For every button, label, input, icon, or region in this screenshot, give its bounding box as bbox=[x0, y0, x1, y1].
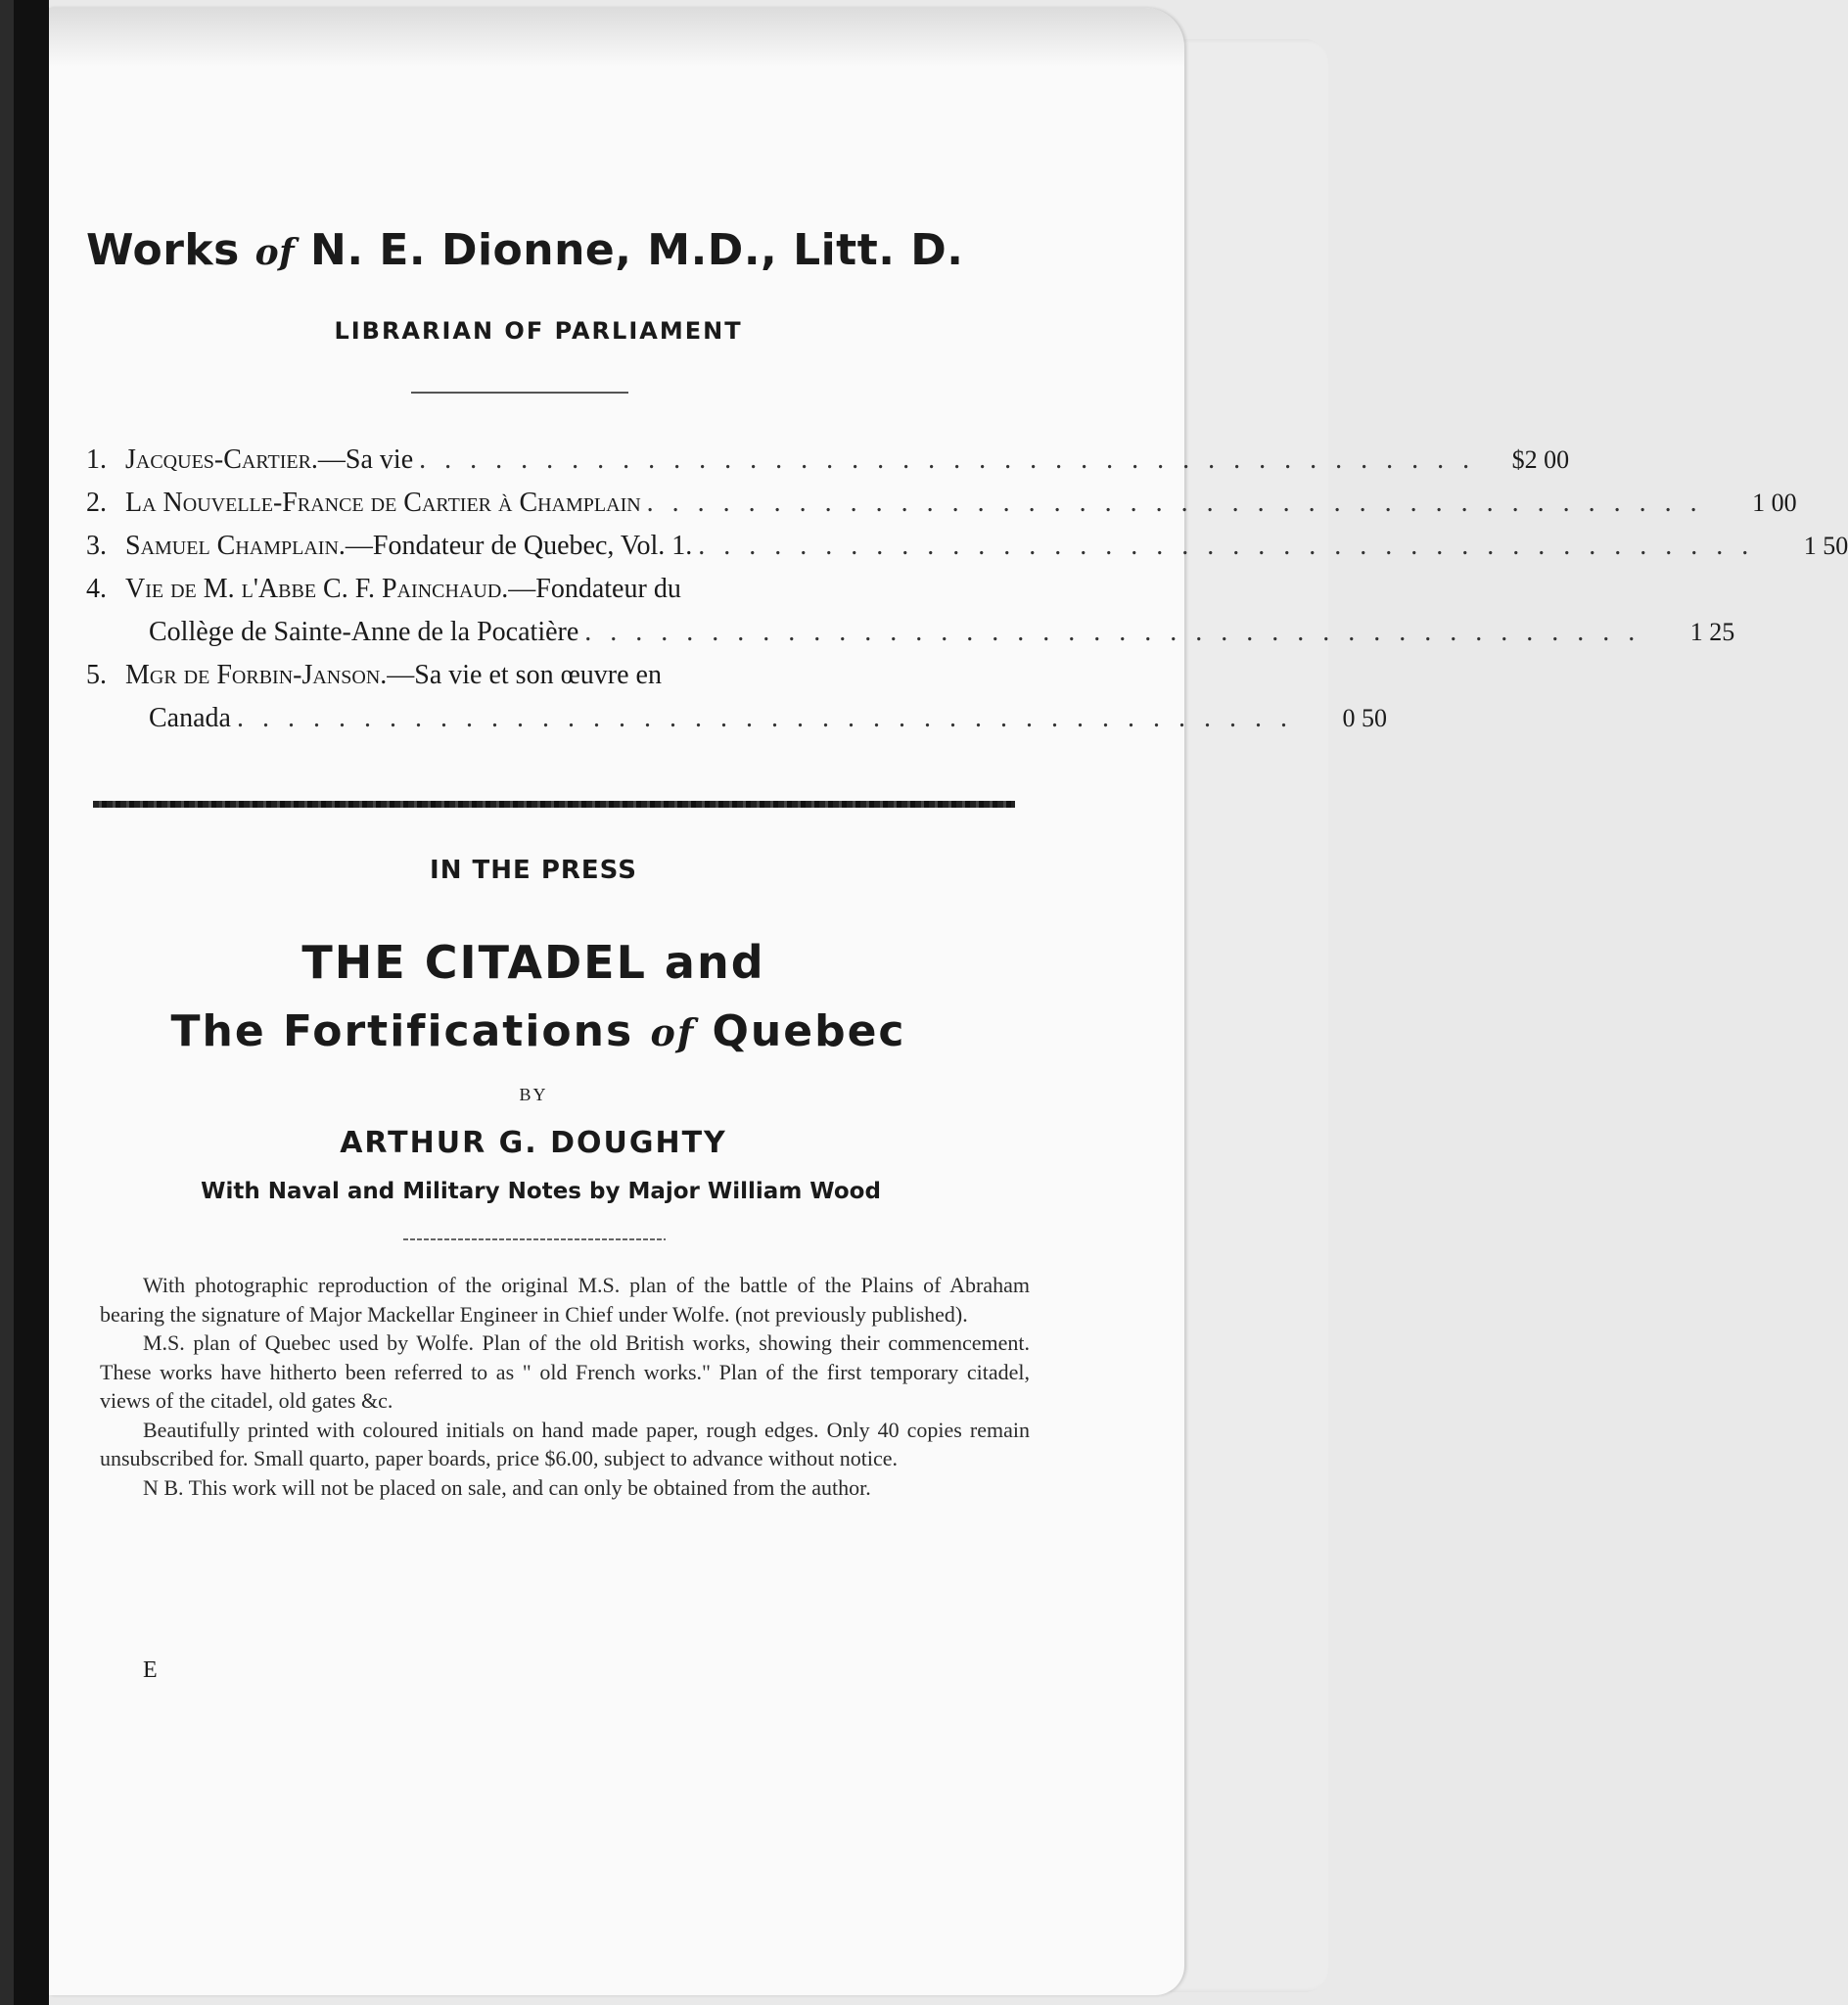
item-description: .—Sa vie bbox=[310, 444, 414, 475]
item-title: Vie de M. l'Abbe C. F. Painchaud bbox=[125, 574, 502, 604]
item-title: Samuel Champlain bbox=[125, 531, 339, 561]
divider bbox=[411, 392, 628, 394]
paragraph: With photographic reproduction of the original M.S. plan of the battle of the Plains of Abraham bearing the signature of Major Mackellar Engineer in Chief under Wolfe. (not previously published). bbox=[100, 1273, 1030, 1327]
item-price: $2 00 bbox=[1511, 445, 1570, 474]
title-author: N. E. Dionne, M.D., Litt. D. bbox=[295, 225, 964, 275]
leader-dots: . . . . . . . . . . . . . . . . . . . . . . . . . . . . . . . . . . . . . . . . . . bbox=[646, 488, 1703, 518]
works-list bbox=[86, 439, 1848, 740]
item-description-cont: Canada bbox=[149, 703, 231, 733]
book-title-line-2 bbox=[49, 1006, 1028, 1056]
item-description: .—Sa vie et son œuvre en bbox=[380, 660, 662, 690]
page-subtitle: LIBRARIAN OF PARLIAMENT bbox=[334, 317, 743, 345]
leader-dots: . . . . . . . . . . . . . . . . . . . . . . . . . . . . . . . . . . . . . . . . . . bbox=[698, 531, 1755, 561]
scan-shadow bbox=[49, 8, 1184, 67]
book-description bbox=[100, 1271, 1030, 1502]
back-page-edge bbox=[1160, 39, 1328, 1992]
item-number: 2. bbox=[86, 488, 107, 518]
in-press-label: IN THE PRESS bbox=[430, 856, 637, 885]
item-title: Mgr de Forbin-Janson bbox=[125, 660, 381, 690]
item-title: Jacques-Cartier bbox=[125, 444, 311, 475]
item-number: 5. bbox=[86, 660, 107, 690]
title-text: Works bbox=[86, 225, 255, 275]
item-number: 4. bbox=[86, 574, 107, 604]
signature-mark: E bbox=[143, 1657, 158, 1683]
divider bbox=[403, 1238, 666, 1240]
paragraph: N B. This work will not be placed on sale, and can only be obtained from the author. bbox=[143, 1474, 871, 1500]
item-price: 1 00 bbox=[1752, 489, 1797, 517]
item-description: .—Fondateur du bbox=[501, 574, 681, 604]
page-title bbox=[86, 225, 1026, 275]
item-number: 1. bbox=[86, 444, 107, 475]
list-item bbox=[86, 439, 1570, 482]
item-description: .—Fondateur de Quebec, Vol. 1. bbox=[338, 531, 693, 561]
item-price: 1 25 bbox=[1689, 618, 1735, 646]
book-author: ARTHUR G. DOUGHTY bbox=[340, 1126, 727, 1160]
list-item bbox=[86, 568, 1735, 654]
item-title: La Nouvelle-France de Cartier à Champlain bbox=[125, 488, 641, 518]
list-item bbox=[86, 482, 1797, 525]
book-title-place: Quebec bbox=[695, 1006, 906, 1056]
item-price: 0 50 bbox=[1342, 704, 1387, 732]
book-title-of: of bbox=[650, 1010, 696, 1054]
paragraph: M.S. plan of Quebec used by Wolfe. Plan of the old British works, showing their commencement. These works have hitherto been referred to as " old French works." Plan of the first temporary citadel, views of the citadel, old gates &c. bbox=[100, 1330, 1030, 1413]
leader-dots: . . . . . . . . . . . . . . . . . . . . . . . . . . . . . . . . . . . . . . . . . . bbox=[236, 703, 1293, 733]
by-label: BY bbox=[519, 1085, 548, 1104]
title-of: of bbox=[254, 232, 296, 273]
leader-dots: . . . . . . . . . . . . . . . . . . . . . . . . . . . . . . . . . . . . . . . . . . bbox=[419, 444, 1476, 475]
item-number: 3. bbox=[86, 531, 107, 561]
document-page bbox=[49, 8, 1848, 1995]
scan-left-edge bbox=[0, 0, 49, 2005]
leader-dots: . . . . . . . . . . . . . . . . . . . . . . . . . . . . . . . . . . . . . . . . . . bbox=[584, 617, 1641, 647]
item-description-cont: Collège de Sainte-Anne de la Pocatière bbox=[149, 617, 579, 647]
list-item bbox=[86, 525, 1848, 568]
paragraph: Beautifully printed with coloured initials on hand made paper, rough edges. Only 40 copies remain unsubscribed for. Small quarto, paper boards, price $6.00, subject to advance without notice. bbox=[100, 1417, 1030, 1470]
book-notes: With Naval and Military Notes by Major William Wood bbox=[201, 1179, 881, 1204]
item-price: 1 50 bbox=[1803, 532, 1848, 560]
book-title-line-1: THE CITADEL and bbox=[301, 936, 765, 989]
section-divider bbox=[93, 801, 1015, 808]
list-item bbox=[86, 654, 1387, 740]
book-title-text: The Fortifications bbox=[170, 1006, 651, 1056]
